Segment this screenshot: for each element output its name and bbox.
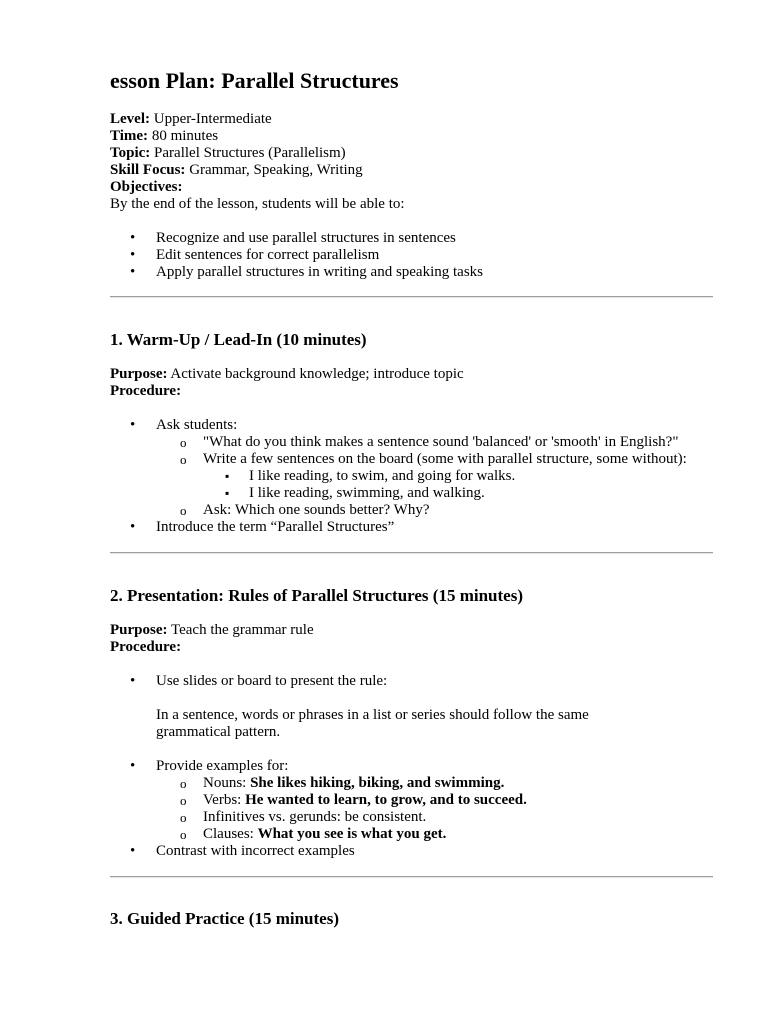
- objectives-label: Objectives:: [110, 179, 183, 195]
- verbs-example: He wanted to learn, to grow, and to succeed.: [245, 792, 527, 808]
- objectives-line: [110, 179, 483, 196]
- list-item: ▪ I like reading, to swim, and going for walks.: [110, 468, 687, 485]
- purpose-line: [110, 366, 687, 383]
- procedure-list: [110, 417, 687, 536]
- list-item: [110, 417, 687, 519]
- sub-list: [156, 775, 626, 843]
- topic-label: Topic:: [110, 145, 151, 161]
- list-item: • Apply parallel structures in writing and speaking tasks: [110, 264, 483, 281]
- procedure-line: [110, 383, 687, 400]
- procedure-line: [110, 639, 626, 656]
- page-title: esson Plan: Parallel Structures: [110, 68, 399, 93]
- time-label: Time:: [110, 128, 149, 144]
- list-item: • Recognize and use parallel structures in sentences: [110, 230, 483, 247]
- verbs-label: Verbs:: [203, 792, 246, 808]
- write-sentences-text: Write a few sentences on the board (some with parallel structure, some without):: [203, 451, 687, 467]
- ask-students-text: Ask students:: [156, 417, 238, 433]
- use-slides-text: Use slides or board to present the rule:: [156, 673, 388, 689]
- skill-label: Skill Focus:: [110, 162, 186, 178]
- section-heading-presentation: 2. Presentation: Rules of Parallel Structures (15 minutes): [110, 586, 523, 605]
- level-label: Level:: [110, 111, 150, 127]
- time-line: [110, 128, 483, 145]
- list-item: • Introduce the term “Parallel Structures”: [110, 519, 687, 536]
- list-item: ▪ I like reading, swimming, and walking.: [110, 485, 687, 502]
- list-item: [110, 792, 626, 809]
- objectives-list: [110, 230, 483, 281]
- nouns-example: She likes hiking, biking, and swimming.: [250, 775, 505, 791]
- list-item: o Infinitives vs. gerunds: be consistent.: [110, 809, 626, 826]
- list-item: [110, 826, 626, 843]
- provide-examples-text: Provide examples for:: [156, 758, 289, 774]
- objectives-intro: By the end of the lesson, students will be able to:: [110, 196, 405, 212]
- time-value: 80 minutes: [148, 128, 219, 144]
- list-item: [110, 673, 626, 741]
- list-item: [110, 451, 687, 502]
- section-warmup-body: [110, 366, 687, 536]
- section-presentation-body: [110, 622, 626, 860]
- list-item: o "What do you think makes a sentence sound 'balanced' or 'smooth' in English?": [110, 434, 687, 451]
- list-item: • Contrast with incorrect examples: [110, 843, 626, 860]
- topic-line: [110, 145, 483, 162]
- list-item: [110, 758, 626, 843]
- nouns-label: Nouns:: [203, 775, 251, 791]
- purpose-label: Purpose:: [110, 366, 168, 382]
- level-value: Upper-Intermediate: [149, 111, 272, 127]
- sub-list: [156, 434, 687, 519]
- purpose-value: Teach the grammar rule: [167, 622, 314, 638]
- clauses-example: What you see is what you get.: [257, 826, 447, 842]
- rule-text: In a sentence, words or phrases in a list or series should follow the same grammatical pattern.: [156, 707, 589, 740]
- procedure-label: Procedure:: [110, 383, 182, 399]
- rule-blockquote: [110, 707, 626, 741]
- procedure-label: Procedure:: [110, 639, 182, 655]
- section-heading-guided-practice: 3. Guided Practice (15 minutes): [110, 909, 339, 928]
- skill-value: Grammar, Speaking, Writing: [185, 162, 363, 178]
- section-heading-warmup: 1. Warm-Up / Lead-In (10 minutes): [110, 330, 367, 349]
- topic-value: Parallel Structures (Parallelism): [150, 145, 346, 161]
- divider: [110, 296, 713, 298]
- purpose-line: [110, 622, 626, 639]
- clauses-label: Clauses:: [203, 826, 258, 842]
- divider: [110, 552, 713, 554]
- lesson-meta: [110, 111, 483, 281]
- procedure-list: [110, 673, 626, 860]
- skill-line: [110, 162, 483, 179]
- list-item: o Ask: Which one sounds better? Why?: [110, 502, 687, 519]
- level-line: [110, 111, 483, 128]
- divider: [110, 876, 713, 878]
- list-item: [110, 775, 626, 792]
- purpose-label: Purpose:: [110, 622, 168, 638]
- purpose-value: Activate background knowledge; introduce topic: [167, 366, 464, 382]
- list-item: • Edit sentences for correct parallelism: [110, 247, 483, 264]
- sub-sub-list: [203, 468, 687, 502]
